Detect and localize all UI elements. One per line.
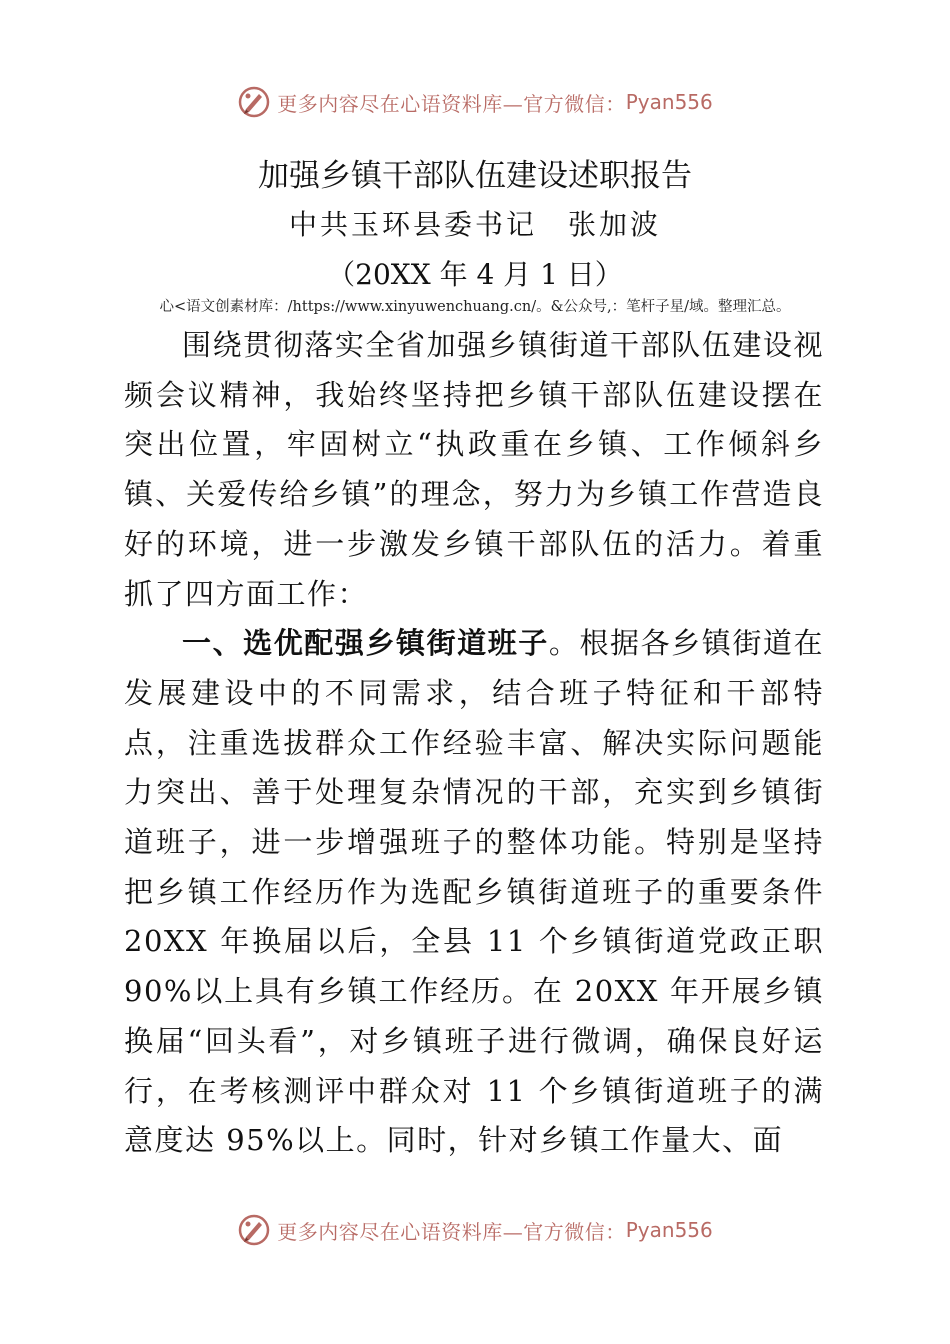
pen-in-circle-logo-icon (237, 85, 271, 119)
pen-in-circle-logo-icon (237, 1213, 271, 1247)
footer-watermark (0, 1210, 950, 1250)
watermark-contact: Pyan556 (625, 1218, 713, 1242)
watermark-text: 更多内容尽在心语资料库—官方微信： (277, 1219, 626, 1244)
document-date: （20XX 年 4 月 1 日） (327, 258, 623, 291)
document-body (124, 321, 824, 1166)
paragraph-intro: 围绕贯彻落实全省加强乡镇街道干部队伍建设视频会议精神，我始终坚持把乡镇干部队伍建设摆在突出位置，牢固树立“执政重在乡镇、工作倾斜乡镇、关爱传给乡镇”的理念，努力为乡镇工作营造良好的环境，进一步激发乡镇干部队伍的活力。着重抓了四方面工作： (124, 328, 824, 611)
section-text: 。根据各乡镇街道在发展建设中的不同需求，结合班子特征和干部特点，注重选拔群众工作经验丰富、解决实际问题能力突出、善于处理复杂情况的干部，充实到乡镇街道班子，进一步增强班子的整体功能。特别是坚持把乡镇工作经历作为选配乡镇街道班子的重要条件 20XX 年换届以后，全县 11 个乡镇街道党政正职 90%以上具有乡镇工作经历。在 20XX 年开展乡镇换届“回头看”，对乡镇班子进行微调，确保良好运行，在考核测评中群众对 11 个乡镇街道班子的满意度达 95%以上。同时，针对乡镇工作量大、面 (124, 626, 824, 1158)
watermark-text: 更多内容尽在心语资料库—官方微信： (277, 91, 626, 116)
watermark-contact: Pyan556 (625, 90, 713, 114)
document-title: 加强乡镇干部队伍建设述职报告 (258, 158, 692, 194)
source-note: 心<语文创素材库：/https://www.xinyuwenchuang.cn/。&公众号,：笔杆子星/域。整理汇总。 (159, 299, 791, 315)
header-watermark (0, 82, 950, 122)
paragraph-section-one (124, 619, 824, 1166)
section-heading: 一、选优配强乡镇街道班子 (182, 626, 549, 661)
document-author: 中共玉环县委书记 张加波 (288, 208, 661, 241)
